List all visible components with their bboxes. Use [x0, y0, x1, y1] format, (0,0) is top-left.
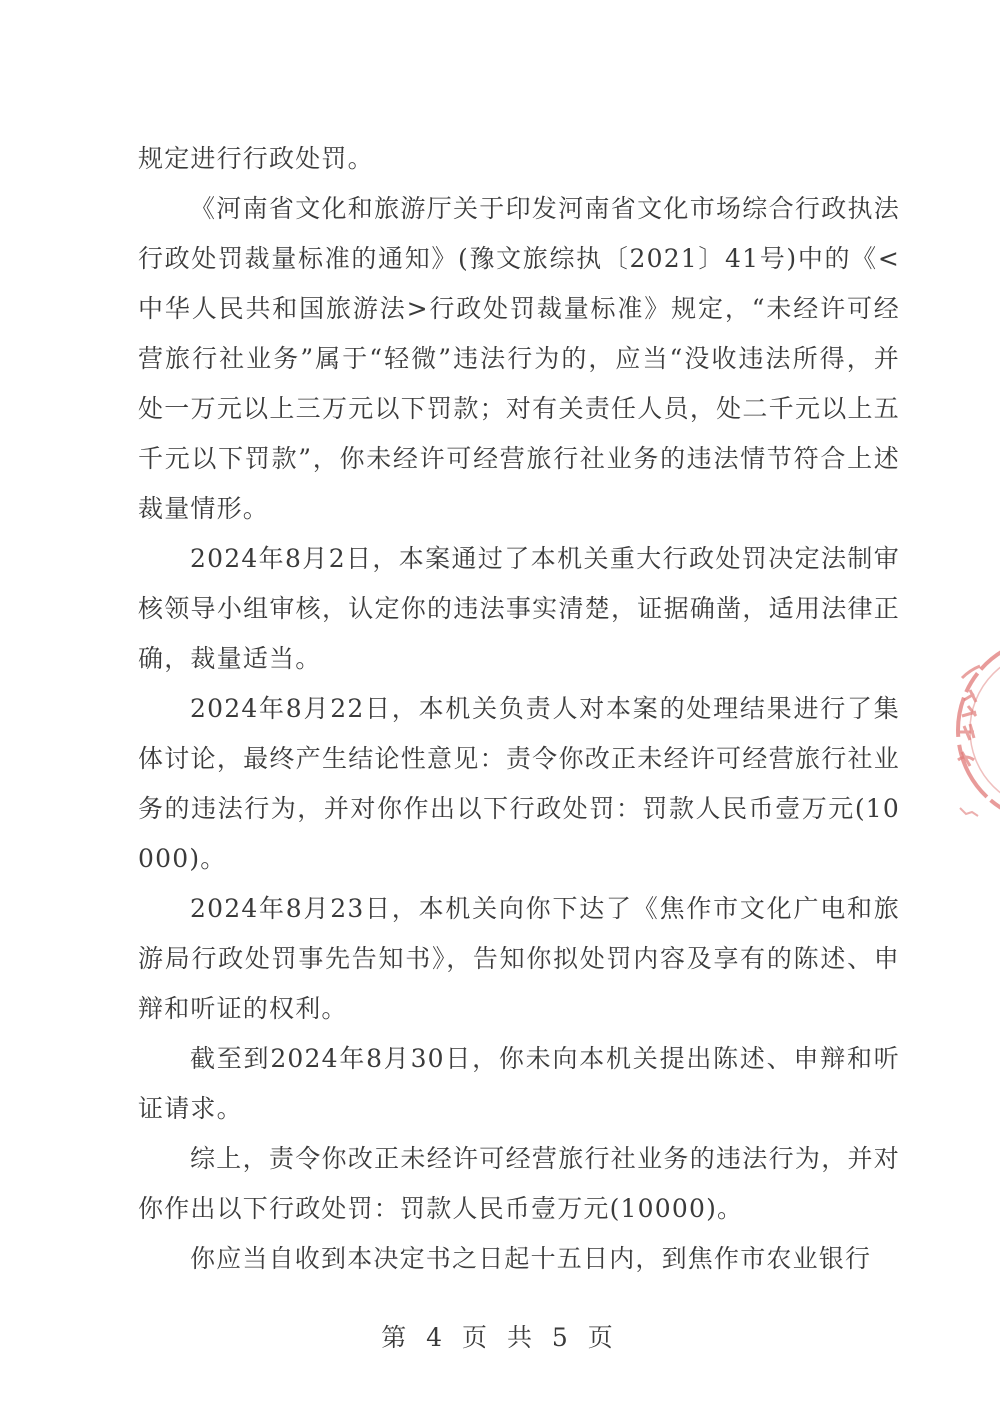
document-body: [138, 134, 900, 1284]
paragraph-1: 规定进行行政处罚。: [138, 144, 374, 173]
paragraph-3: 2024年8月2日，本案通过了本机关重大行政处罚决定法制审核领导小组审核，认定你的违法事实清楚，证据确凿，适用法律正确，裁量适当。: [138, 544, 900, 673]
paragraph-6: 截至到2024年8月30日，你未向本机关提出陈述、申辩和听证请求。: [138, 1044, 900, 1123]
paragraph-8: 你应当自收到本决定书之日起十五日内，到焦作市农业银行: [190, 1244, 872, 1273]
official-seal-stamp: [940, 630, 1000, 850]
paragraph-2: 《河南省文化和旅游厅关于印发河南省文化市场综合行政执法行政处罚裁量标准的通知》(豫文旅综执〔2021〕41号)中的《<中华人民共和国旅游法>行政处罚裁量标准》规定，“未经许可经营旅行社业务”属于“轻微”违法行为的，应当“没收违法所得，并处一万元以上三万元以下罚款；对有关责任人员，处二千元以上五千元以下罚款”，你未经许可经营旅行社业务的违法情节符合上述裁量情形。: [138, 194, 900, 523]
page-number-footer: 第 4 页 共 5 页: [381, 1323, 619, 1352]
paragraph-7: 综上，责令你改正未经许可经营旅行社业务的违法行为，并对你作出以下行政处罚：罚款人民币壹万元(10000)。: [138, 1144, 900, 1223]
paragraph-5: 2024年8月23日，本机关向你下达了《焦作市文化广电和旅游局行政处罚事先告知书》，告知你拟处罚内容及享有的陈述、申辩和听证的权利。: [138, 894, 900, 1023]
paragraph-4: 2024年8月22日，本机关负责人对本案的处理结果进行了集体讨论，最终产生结论性意见：责令你改正未经许可经营旅行社业务的违法行为，并对你作出以下行政处罚：罚款人民币壹万元(10000)。: [138, 694, 900, 873]
